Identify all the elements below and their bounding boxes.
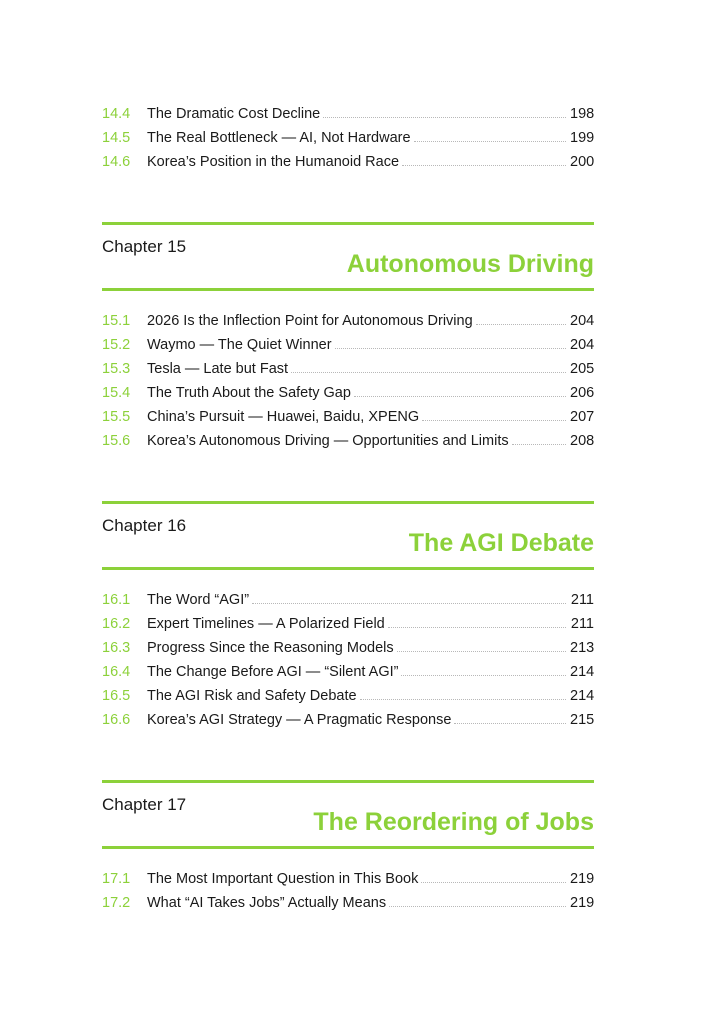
page-number: 219 bbox=[570, 871, 595, 887]
chapter-top-rule bbox=[102, 780, 594, 783]
toc-entry[interactable] bbox=[102, 867, 594, 891]
section-number: 15.5 bbox=[102, 409, 131, 425]
dot-leader bbox=[335, 347, 566, 349]
toc-entry[interactable] bbox=[102, 381, 594, 405]
toc-entry[interactable] bbox=[102, 708, 594, 732]
toc-entry[interactable] bbox=[102, 333, 594, 357]
section-number: 17.1 bbox=[102, 871, 131, 887]
chapter-bottom-rule bbox=[102, 846, 594, 849]
section-title: The Dramatic Cost Decline bbox=[147, 106, 321, 122]
section-number: 16.5 bbox=[102, 688, 131, 704]
section-title: Waymo — The Quiet Winner bbox=[147, 337, 332, 353]
section-title: What “AI Takes Jobs” Actually Means bbox=[147, 895, 387, 911]
dot-leader bbox=[422, 419, 566, 421]
chapter-title[interactable]: The Reordering of Jobs bbox=[313, 808, 594, 836]
dot-leader bbox=[421, 881, 566, 883]
section-number: 16.6 bbox=[102, 712, 131, 728]
section-title: The AGI Risk and Safety Debate bbox=[147, 688, 357, 704]
toc-entry[interactable] bbox=[102, 150, 594, 174]
toc-entry[interactable] bbox=[102, 429, 594, 453]
dot-leader bbox=[360, 698, 566, 700]
section-number: 15.1 bbox=[102, 313, 131, 329]
section-title: Expert Timelines — A Polarized Field bbox=[147, 616, 385, 632]
section-title: Progress Since the Reasoning Models bbox=[147, 640, 394, 656]
toc-entry[interactable] bbox=[102, 126, 594, 150]
dot-leader bbox=[454, 722, 566, 724]
toc-entry[interactable] bbox=[102, 405, 594, 429]
page-number: 208 bbox=[570, 433, 595, 449]
chapter-top-rule bbox=[102, 222, 594, 225]
chapter-label: Chapter 17 bbox=[102, 795, 187, 814]
toc-entry[interactable] bbox=[102, 636, 594, 660]
section-title: The Most Important Question in This Book bbox=[147, 871, 419, 887]
page-number: 204 bbox=[570, 313, 595, 329]
page-number: 205 bbox=[570, 361, 595, 377]
page-number: 211 bbox=[570, 616, 594, 632]
dot-leader bbox=[476, 323, 566, 325]
section-number: 15.2 bbox=[102, 337, 131, 353]
toc-entry[interactable] bbox=[102, 357, 594, 381]
dot-leader bbox=[252, 602, 566, 604]
section-number: 15.4 bbox=[102, 385, 131, 401]
page-number: 213 bbox=[570, 640, 595, 656]
page-number: 204 bbox=[570, 337, 595, 353]
section-title: The Change Before AGI — “Silent AGI” bbox=[147, 664, 399, 680]
section-title: The Truth About the Safety Gap bbox=[147, 385, 351, 401]
section-number: 15.3 bbox=[102, 361, 131, 377]
chapter-label: Chapter 15 bbox=[102, 237, 187, 256]
toc-entry[interactable] bbox=[102, 660, 594, 684]
section-title: Korea’s Position in the Humanoid Race bbox=[147, 154, 400, 170]
toc-entry[interactable] bbox=[102, 102, 594, 126]
page-number: 200 bbox=[570, 154, 595, 170]
chapter-title[interactable]: The AGI Debate bbox=[408, 529, 594, 557]
section-number: 16.4 bbox=[102, 664, 131, 680]
section-number: 14.5 bbox=[102, 130, 131, 146]
section-title: 2026 Is the Inflection Point for Autonomous Driving bbox=[147, 313, 473, 329]
section-number: 16.1 bbox=[102, 592, 131, 608]
dot-leader bbox=[354, 395, 566, 397]
toc-entry[interactable] bbox=[102, 612, 594, 636]
toc-entry[interactable] bbox=[102, 684, 594, 708]
section-title: The Word “AGI” bbox=[147, 592, 250, 608]
section-title: Korea’s AGI Strategy — A Pragmatic Response bbox=[147, 712, 452, 728]
section-number: 16.3 bbox=[102, 640, 131, 656]
dot-leader bbox=[401, 674, 566, 676]
page-number: 214 bbox=[570, 664, 595, 680]
chapter-bottom-rule bbox=[102, 567, 594, 570]
toc-entry[interactable] bbox=[102, 891, 594, 915]
dot-leader bbox=[512, 443, 566, 445]
chapter-bottom-rule bbox=[102, 288, 594, 291]
dot-leader bbox=[414, 140, 566, 142]
page-number: 219 bbox=[570, 895, 595, 911]
dot-leader bbox=[291, 371, 566, 373]
section-title: The Real Bottleneck — AI, Not Hardware bbox=[147, 130, 411, 146]
section-title: Korea’s Autonomous Driving — Opportunities and Limits bbox=[147, 433, 509, 449]
section-title: Tesla — Late but Fast bbox=[147, 361, 289, 377]
page-number: 206 bbox=[570, 385, 595, 401]
chapter-top-rule bbox=[102, 501, 594, 504]
dot-leader bbox=[397, 650, 566, 652]
page-number: 211 bbox=[570, 592, 594, 608]
chapter-title[interactable]: Autonomous Driving bbox=[346, 250, 594, 278]
page-number: 215 bbox=[570, 712, 595, 728]
section-number: 16.2 bbox=[102, 616, 131, 632]
dot-leader bbox=[388, 626, 566, 628]
dot-leader bbox=[389, 905, 566, 907]
section-number: 17.2 bbox=[102, 895, 131, 911]
toc-entry[interactable] bbox=[102, 588, 594, 612]
toc-entry[interactable] bbox=[102, 309, 594, 333]
page-number: 214 bbox=[570, 688, 595, 704]
page-number: 207 bbox=[570, 409, 595, 425]
dot-leader bbox=[402, 164, 566, 166]
page-number: 199 bbox=[570, 130, 595, 146]
chapter-label: Chapter 16 bbox=[102, 516, 187, 535]
page-number: 198 bbox=[570, 106, 595, 122]
dot-leader bbox=[323, 116, 566, 118]
section-number: 14.6 bbox=[102, 154, 131, 170]
section-number: 15.6 bbox=[102, 433, 131, 449]
section-title: China’s Pursuit — Huawei, Baidu, XPENG bbox=[147, 409, 420, 425]
section-number: 14.4 bbox=[102, 106, 131, 122]
